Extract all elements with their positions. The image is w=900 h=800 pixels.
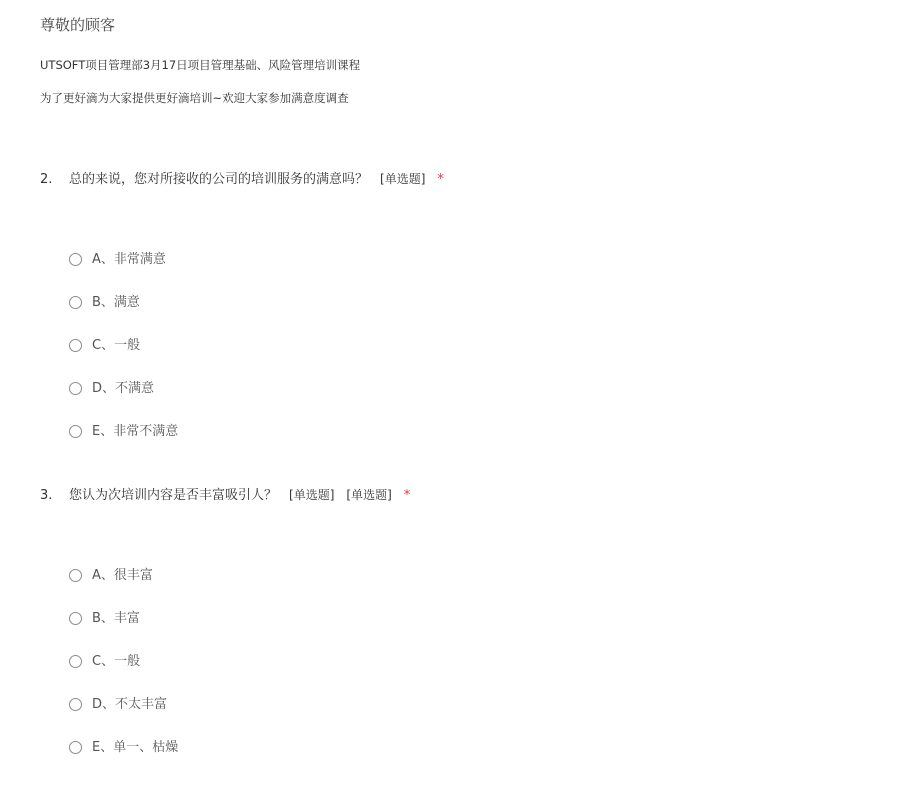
radio-button[interactable]	[69, 296, 82, 309]
option-d[interactable]	[69, 683, 178, 726]
question-text: 总的来说，您对所接收的公司的培训服务的满意吗？	[69, 172, 369, 187]
radio-button[interactable]	[69, 612, 82, 625]
greeting-heading: 尊敬的顾客	[40, 16, 116, 34]
intro-invite-line: 为了更好滴为大家提供更好滴培训~欢迎大家参加满意度调查	[40, 91, 349, 105]
radio-button[interactable]	[69, 253, 82, 266]
question-title	[40, 484, 880, 506]
option-b[interactable]	[69, 281, 178, 324]
option-e[interactable]	[69, 410, 178, 453]
option-list	[69, 238, 178, 453]
question-title	[40, 168, 880, 190]
radio-button[interactable]	[69, 569, 82, 582]
option-e[interactable]	[69, 726, 178, 769]
option-d[interactable]	[69, 367, 178, 410]
question-text: 您认为次培训内容是否丰富吸引人？	[69, 488, 278, 503]
required-mark: *	[437, 172, 444, 187]
option-c[interactable]	[69, 324, 178, 367]
option-list	[69, 554, 178, 769]
option-c[interactable]	[69, 640, 178, 683]
option-label[interactable]: B、满意	[92, 294, 140, 310]
intro-course-line: UTSOFT项目管理部3月17日项目管理基础、风险管理培训课程	[40, 58, 361, 72]
option-b[interactable]	[69, 597, 178, 640]
option-label[interactable]: D、不太丰富	[92, 696, 168, 712]
question-type-label: [单选题]	[380, 172, 426, 186]
option-label[interactable]: A、很丰富	[92, 567, 153, 583]
option-label[interactable]: E、非常不满意	[92, 423, 179, 439]
option-label[interactable]: C、一般	[92, 653, 141, 669]
question-3	[40, 484, 880, 755]
radio-button[interactable]	[69, 382, 82, 395]
option-label[interactable]: B、丰富	[92, 610, 140, 626]
radio-button[interactable]	[69, 655, 82, 668]
option-label[interactable]: E、单一、枯燥	[92, 739, 179, 755]
radio-button[interactable]	[69, 425, 82, 438]
option-label[interactable]: C、一般	[92, 337, 141, 353]
radio-button[interactable]	[69, 741, 82, 754]
required-mark: *	[403, 488, 411, 503]
option-a[interactable]	[69, 554, 178, 597]
option-label[interactable]: A、非常满意	[92, 251, 166, 267]
option-label[interactable]: D、不满意	[92, 380, 155, 396]
question-number: 2.	[40, 172, 53, 187]
radio-button[interactable]	[69, 698, 82, 711]
option-a[interactable]	[69, 238, 178, 281]
question-2	[40, 168, 880, 439]
question-type-label-2: [单选题]	[346, 488, 392, 502]
question-number: 3.	[40, 488, 53, 503]
radio-button[interactable]	[69, 339, 82, 352]
question-type-label: [单选题]	[289, 488, 335, 502]
